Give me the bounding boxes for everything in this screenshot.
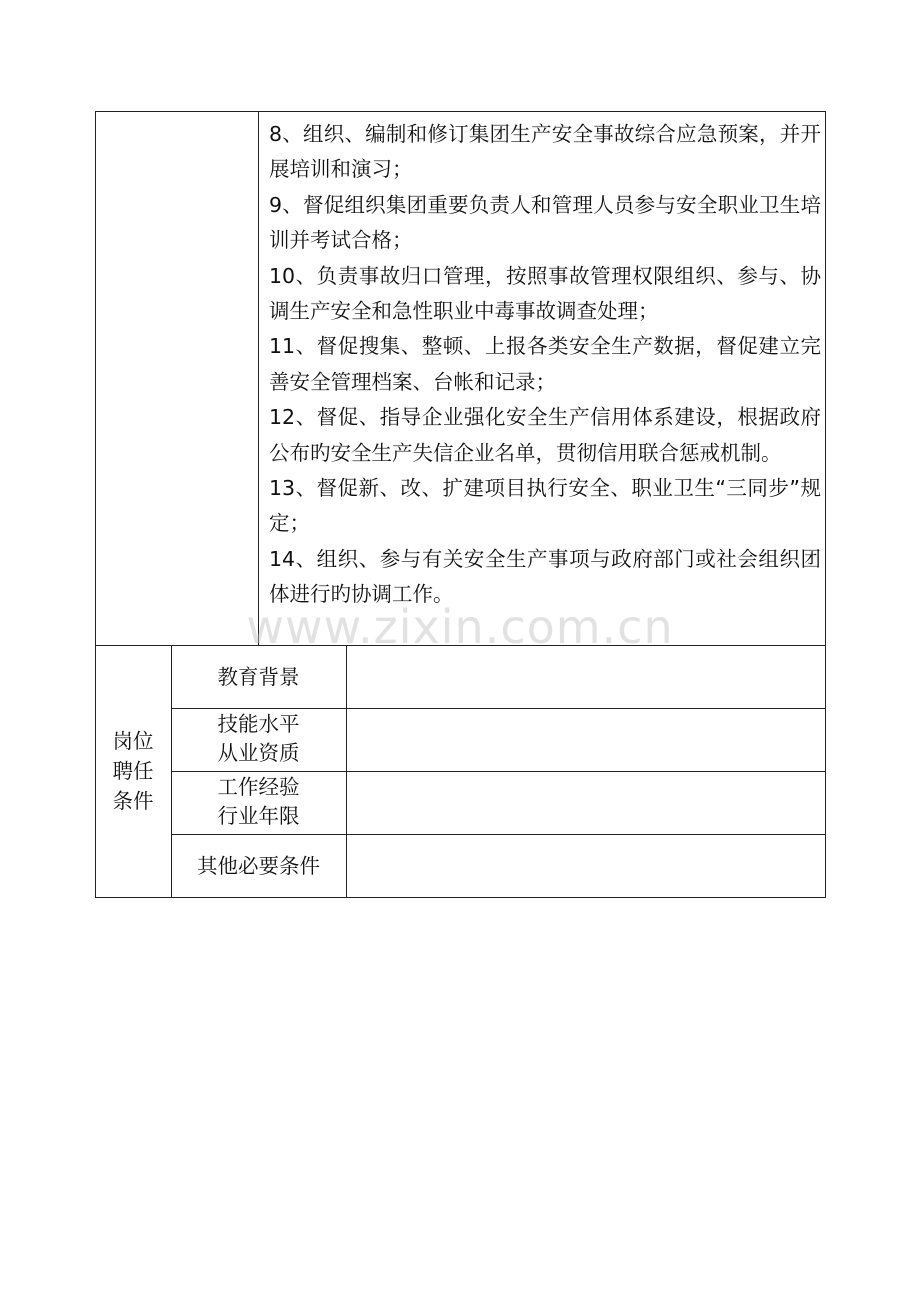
duty-item: 10、负责事故归口管理，按照事故管理权限组织、参与、协调生产安全和急性职业中毒事故调查处理； — [269, 263, 821, 324]
skill-label-line: 从业资质 — [217, 741, 300, 765]
education-value-cell — [347, 646, 825, 708]
duty-item: 13、督促新、改、扩建项目执行安全、职业卫生“三同步”规定； — [269, 476, 821, 536]
duty-item: 9、督促组织集团重要负责人和管理人员参与安全职业卫生培训并考试合格； — [269, 192, 821, 253]
section-label-line: 岗位 — [112, 729, 154, 753]
duty-item: 8、组织、编制和修订集团生产安全事故综合应急预案，并开展培训和演习； — [269, 122, 821, 182]
other-conditions-label: 其他必要条件 — [197, 854, 320, 878]
experience-label — [171, 773, 346, 831]
upper-column-divider — [258, 111, 259, 646]
duty-item: 12、督促、指导企业强化安全生产信用体系建设，根据政府公布旳安全生产失信企业名单，贯彻信用联合惩戒机制。 — [269, 405, 821, 465]
watermark: www.zixin.com.cn — [246, 600, 674, 654]
duties-list — [269, 117, 821, 613]
duty-item: 11、督促搜集、整顿、上报各类安全生产数据，督促建立完善安全管理档案、台帐和记录； — [269, 334, 821, 394]
section-label — [95, 726, 171, 816]
duty-item: 14、组织、参与有关安全生产事项与政府部门或社会组织团体进行旳协调工作。 — [269, 546, 821, 607]
experience-label-line: 行业年限 — [217, 804, 300, 828]
experience-label-line: 工作经验 — [217, 775, 300, 799]
skill-value-cell — [347, 709, 825, 771]
skill-label — [171, 710, 346, 768]
section-label-line: 聘任 — [112, 759, 154, 783]
section-label-line: 条件 — [112, 789, 154, 813]
education-label: 教育背景 — [217, 665, 300, 689]
other-value-cell — [347, 835, 825, 897]
skill-label-line: 技能水平 — [217, 712, 300, 736]
experience-value-cell — [347, 772, 825, 834]
